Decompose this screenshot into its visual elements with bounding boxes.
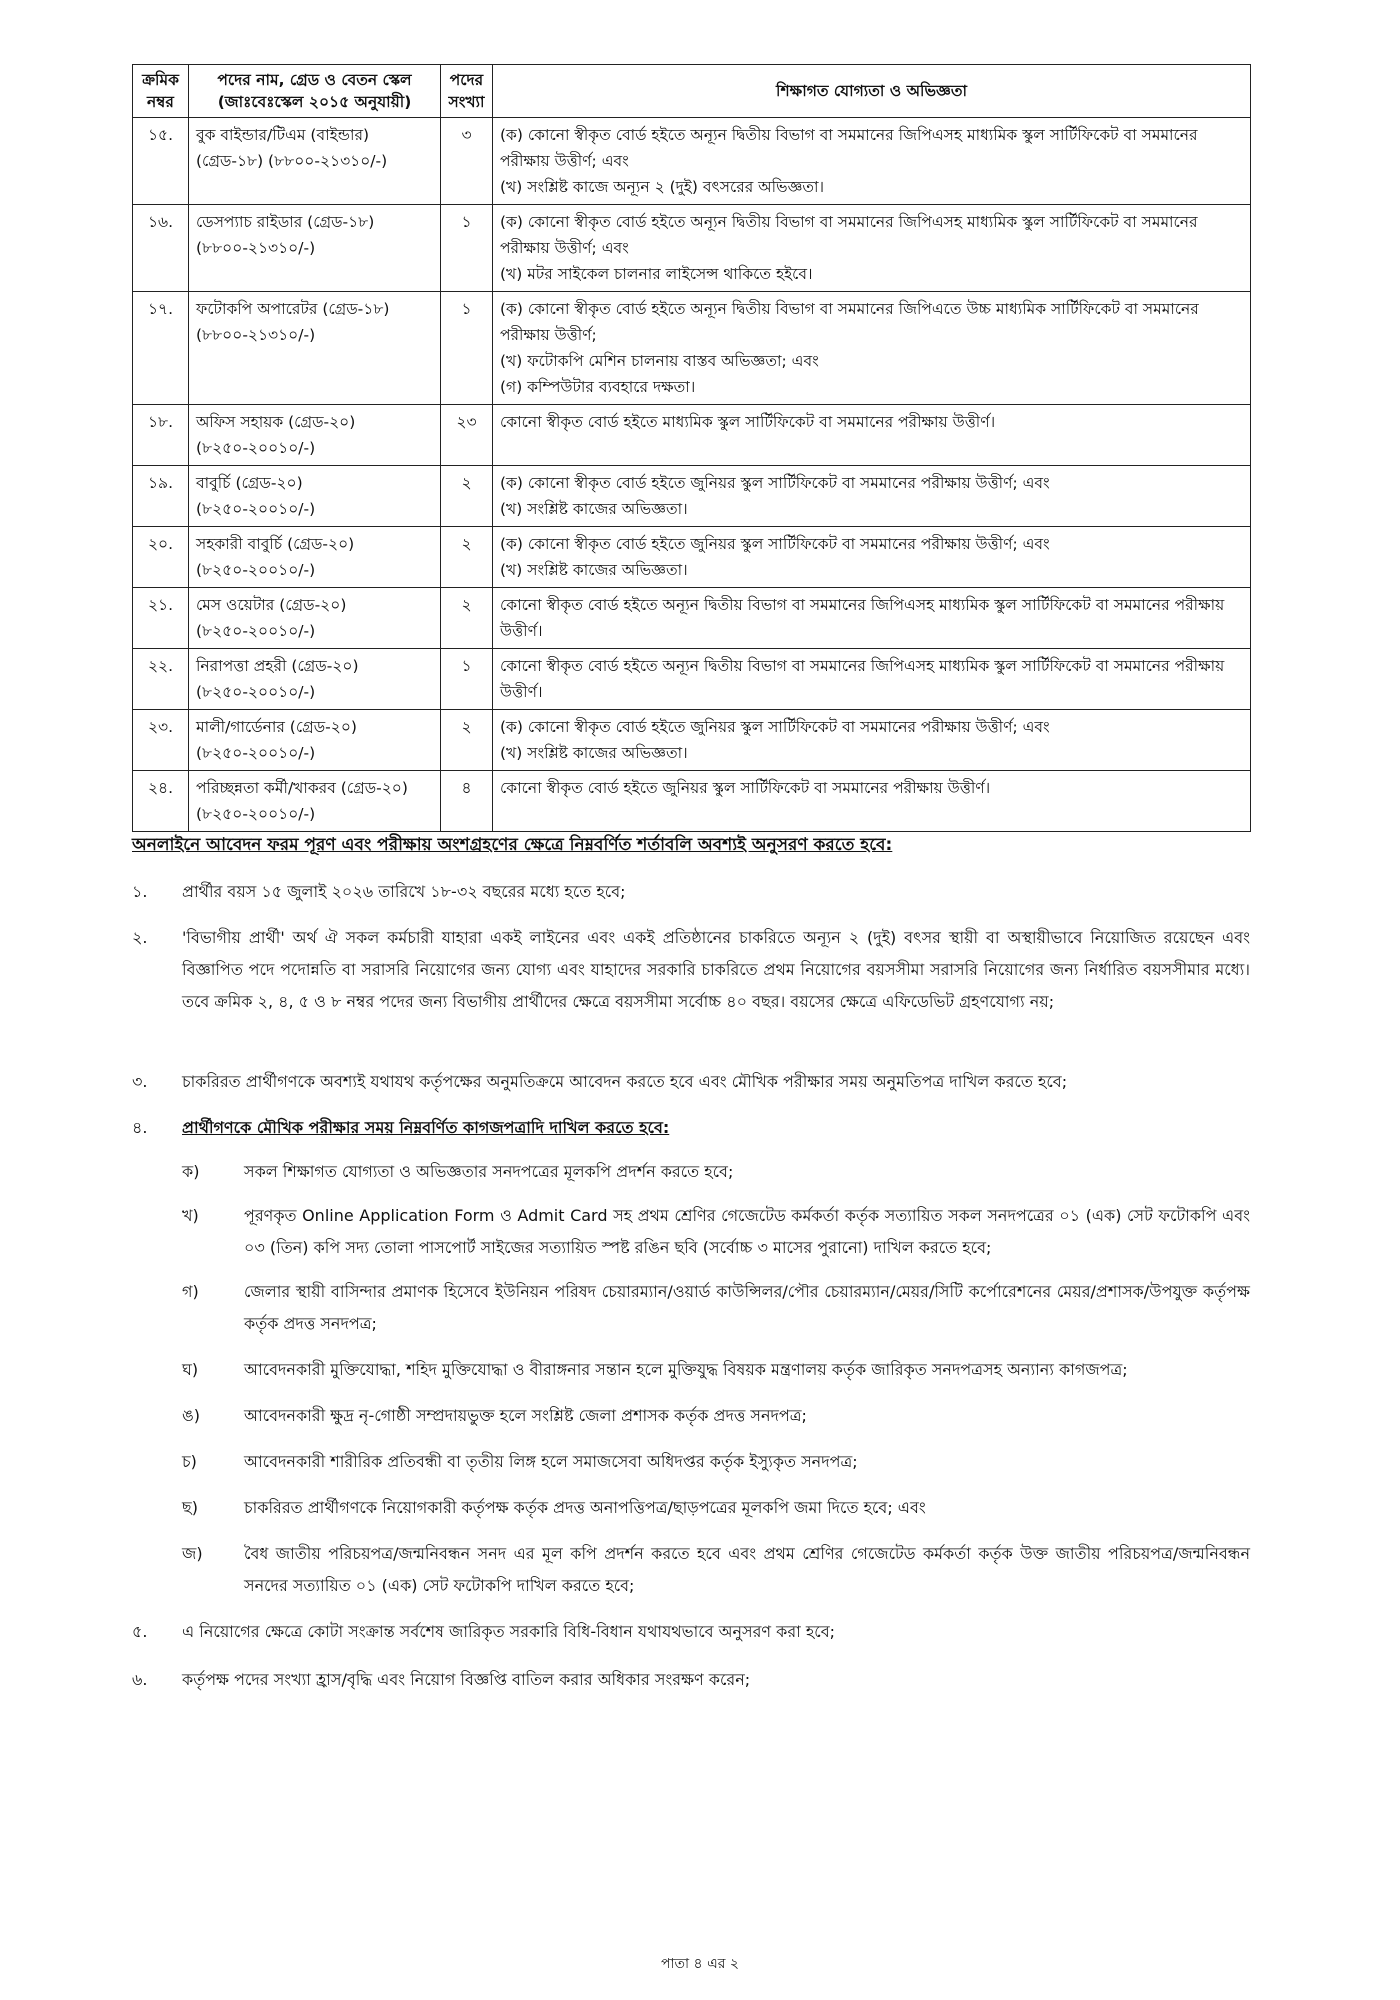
- row-count: ২: [441, 710, 493, 771]
- post-line: (৮২৫০-২০০১০/-): [196, 744, 316, 762]
- row-qualification: [493, 118, 1251, 205]
- qualification-line: (ক) কোনো স্বীকৃত বোর্ড হইতে অন্যূন দ্বিতীয় বিভাগ বা সমমানের জিপিএসহ মাধ্যমিক স্কুল সার্টিফিকেট বা সমমানের পরীক্ষায় উত্তীর্ণ; এবং: [500, 126, 1198, 170]
- table-row: [133, 205, 1251, 292]
- row-serial: ১৫.: [133, 118, 189, 205]
- row-qualification: [493, 588, 1251, 649]
- row-serial: ১৬.: [133, 205, 189, 292]
- row-serial: ১৯.: [133, 466, 189, 527]
- qualification-line: (খ) সংশ্লিষ্ট কাজের অভিজ্ঞতা।: [500, 500, 688, 518]
- header-post: পদের নাম, গ্রেড ও বেতন স্কেল (জাঃবেঃস্কেল ২০১৫ অনুযায়ী): [189, 65, 441, 118]
- document-letter: খ): [182, 1206, 199, 1225]
- post-line: নিরাপত্তা প্রহরী (গ্রেড-২০): [196, 657, 359, 675]
- row-count: ২: [441, 527, 493, 588]
- qualification-line: কোনো স্বীকৃত বোর্ড হইতে অন্যূন দ্বিতীয় বিভাগ বা সমমানের জিপিএসহ মাধ্যমিক স্কুল সার্টিফিকেট বা সমমানের পরীক্ষায় উত্তীর্ণ।: [500, 657, 1225, 701]
- document-letter: ঘ): [182, 1360, 199, 1379]
- row-qualification: [493, 649, 1251, 710]
- row-qualification: [493, 292, 1251, 405]
- qualification-line: কোনো স্বীকৃত বোর্ড হইতে অন্যূন দ্বিতীয় বিভাগ বা সমমানের জিপিএসহ মাধ্যমিক স্কুল সার্টিফিকেট বা সমমানের পরীক্ষায় উত্তীর্ণ।: [500, 596, 1225, 640]
- row-post: [189, 466, 441, 527]
- condition-number: ২.: [132, 928, 148, 947]
- qualification-line: (খ) মটর সাইকেল চালনার লাইসেন্স থাকিতে হইবে।: [500, 265, 813, 283]
- row-count: ২: [441, 588, 493, 649]
- post-line: (৮২৫০-২০০১০/-): [196, 500, 316, 518]
- row-count: ১: [441, 649, 493, 710]
- post-line: ফটোকপি অপারেটর (গ্রেড-১৮): [196, 300, 390, 318]
- qualification-line: (খ) সংশ্লিষ্ট কাজে অন্যূন ২ (দুই) বৎসরের অভিজ্ঞতা।: [500, 178, 825, 196]
- row-serial: ২২.: [133, 649, 189, 710]
- document-text: পূরণকৃত Online Application Form ও Admit Card সহ প্রথম শ্রেণির গেজেটেড কর্মকর্তা কর্তৃক সত্যায়িত সকল সনদপত্রের ০১ (এক) সেট ফটোকপি এবং ০৩ (তিন) কপি সদ্য তোলা পাসপোর্ট সাইজের সত্যায়িত স্পষ্ট রঙিন ছবি (সর্বোচ্চ ৩ মাসের পুরানো) দাখিল করতে হবে;: [244, 1206, 1250, 1257]
- document-text: সকল শিক্ষাগত যোগ্যতা ও অভিজ্ঞতার সনদপত্রের মূলকপি প্রদর্শন করতে হবে;: [244, 1162, 734, 1181]
- qualification-line: (ক) কোনো স্বীকৃত বোর্ড হইতে জুনিয়র স্কুল সার্টিফিকেট বা সমমানের পরীক্ষায় উত্তীর্ণ; এবং: [500, 474, 1050, 492]
- table-row: [133, 118, 1251, 205]
- document-text: চাকরিরত প্রার্থীগণকে নিয়োগকারী কর্তৃপক্ষ কর্তৃক প্রদত্ত অনাপত্তিপত্র/ছাড়পত্রের মূলকপি জমা দিতে হবে; এবং: [244, 1498, 926, 1517]
- post-line: সহকারী বাবুর্চি (গ্রেড-২০): [196, 535, 355, 553]
- table-row: [133, 771, 1251, 832]
- document-text: বৈধ জাতীয় পরিচয়পত্র/জন্মনিবন্ধন সনদ এর মূল কপি প্রদর্শন করতে হবে এবং প্রথম শ্রেণির গেজেটেড কর্মকর্তা কর্তৃক উক্ত জাতীয় পরিচয়পত্র/জন্মনিবন্ধন সনদের সত্যায়িত ০১ (এক) সেট ফটোকপি দাখিল করতে হবে;: [244, 1544, 1250, 1595]
- table-row: [133, 710, 1251, 771]
- document-letter: চ): [182, 1452, 197, 1471]
- qualification-line: (খ) সংশ্লিষ্ট কাজের অভিজ্ঞতা।: [500, 561, 688, 579]
- document-text: আবেদনকারী শারীরিক প্রতিবন্ধী বা তৃতীয় লিঙ্গ হলে সমাজসেবা অধিদপ্তর কর্তৃক ইস্যুকৃত সনদপত্র;: [244, 1452, 858, 1471]
- qualification-line: (ক) কোনো স্বীকৃত বোর্ড হইতে অন্যূন দ্বিতীয় বিভাগ বা সমমানের জিপিএসহ মাধ্যমিক স্কুল সার্টিফিকেট বা সমমানের পরীক্ষায় উত্তীর্ণ; এবং: [500, 213, 1198, 257]
- table-row: [133, 649, 1251, 710]
- qualification-line: (খ) ফটোকপি মেশিন চালনায় বাস্তব অভিজ্ঞতা; এবং: [500, 352, 819, 370]
- document-text: আবেদনকারী ক্ষুদ্র নৃ-গোষ্ঠী সম্প্রদায়ভুক্ত হলে সংশ্লিষ্ট জেলা প্রশাসক কর্তৃক প্রদত্ত সনদপত্র;: [244, 1406, 807, 1425]
- row-qualification: [493, 466, 1251, 527]
- row-serial: ১৭.: [133, 292, 189, 405]
- row-count: ৩: [441, 118, 493, 205]
- row-serial: ২১.: [133, 588, 189, 649]
- conditions-heading: অনলাইনে আবেদন ফরম পূরণ এবং পরীক্ষায় অংশগ্রহণের ক্ষেত্রে নিম্নবর্ণিত শর্তাবলি অবশ্যই অনুসরণ করতে হবে:: [132, 835, 893, 855]
- row-qualification: [493, 710, 1251, 771]
- qualification-line: (ক) কোনো স্বীকৃত বোর্ড হইতে জুনিয়র স্কুল সার্টিফিকেট বা সমমানের পরীক্ষায় উত্তীর্ণ; এবং: [500, 718, 1050, 736]
- post-line: পরিচ্ছন্নতা কর্মী/খাকরব (গ্রেড-২০): [196, 779, 408, 797]
- row-count: ২: [441, 466, 493, 527]
- row-post: [189, 205, 441, 292]
- qualification-line: (গ) কম্পিউটার ব্যবহারে দক্ষতা।: [500, 378, 696, 396]
- condition-text: প্রার্থীর বয়স ১৫ জুলাই ২০২৬ তারিখে ১৮-৩২ বছরের মধ্যে হতে হবে;: [182, 882, 626, 901]
- condition-number: ৫.: [132, 1622, 148, 1641]
- row-qualification: [493, 205, 1251, 292]
- document-letter: জ): [182, 1544, 203, 1563]
- post-line: বাবুর্চি (গ্রেড-২০): [196, 474, 303, 492]
- post-line: মেস ওয়েটার (গ্রেড-২০): [196, 596, 347, 614]
- row-qualification: [493, 527, 1251, 588]
- posts-table: [132, 64, 1251, 832]
- table-row: [133, 466, 1251, 527]
- row-count: ১: [441, 205, 493, 292]
- table-row: [133, 588, 1251, 649]
- qualification-line: (ক) কোনো স্বীকৃত বোর্ড হইতে অন্যূন দ্বিতীয় বিভাগ বা সমমানের জিপিএতে উচ্চ মাধ্যমিক সার্টিফিকেট বা সমমানের পরীক্ষায় উত্তীর্ণ;: [500, 300, 1199, 344]
- row-serial: ২৩.: [133, 710, 189, 771]
- qualification-line: (ক) কোনো স্বীকৃত বোর্ড হইতে জুনিয়র স্কুল সার্টিফিকেট বা সমমানের পরীক্ষায় উত্তীর্ণ; এবং: [500, 535, 1050, 553]
- post-line: (৮২৫০-২০০১০/-): [196, 805, 316, 823]
- post-line: (৮২৫০-২০০১০/-): [196, 561, 316, 579]
- post-line: ডেসপ্যাচ রাইডার (গ্রেড-১৮): [196, 213, 375, 231]
- post-line: (৮৮০০-২১৩১০/-): [196, 326, 316, 344]
- condition-text: প্রার্থীগণকে মৌখিক পরীক্ষার সময় নিম্নবর্ণিত কাগজপত্রাদি দাখিল করতে হবে:: [182, 1118, 670, 1137]
- condition-text: এ নিয়োগের ক্ষেত্রে কোটা সংক্রান্ত সর্বশেষ জারিকৃত সরকারি বিধি-বিধান যথাযথভাবে অনুসরণ করা হবে;: [182, 1622, 836, 1641]
- row-post: [189, 292, 441, 405]
- qualification-line: (খ) সংশ্লিষ্ট কাজের অভিজ্ঞতা।: [500, 744, 688, 762]
- document-letter: ছ): [182, 1498, 198, 1517]
- row-post: [189, 649, 441, 710]
- row-qualification: [493, 405, 1251, 466]
- table-row: [133, 292, 1251, 405]
- row-count: ২৩: [441, 405, 493, 466]
- table-body: [133, 118, 1251, 832]
- condition-number: ৩.: [132, 1072, 148, 1091]
- condition-number: ১.: [132, 882, 148, 901]
- table-row: [133, 527, 1251, 588]
- post-line: (৮৮০০-২১৩১০/-): [196, 239, 316, 257]
- row-post: [189, 771, 441, 832]
- qualification-line: কোনো স্বীকৃত বোর্ড হইতে জুনিয়র স্কুল সার্টিফিকেট বা সমমানের পরীক্ষায় উত্তীর্ণ।: [500, 779, 991, 797]
- post-line: অফিস সহায়ক (গ্রেড-২০): [196, 413, 356, 431]
- condition-text: 'বিভাগীয় প্রার্থী' অর্থ ঐ সকল কর্মচারী যাহারা একই লাইনের এবং একই প্রতিষ্ঠানের চাকরিতে অন্যূন ২ (দুই) বৎসর স্থায়ী বা অস্থায়ীভাবে নিয়োজিত রয়েছেন এবং বিজ্ঞাপিত পদে পদোন্নতি বা সরাসরি নিয়োগের জন্য যোগ্য এবং যাহাদের সরকারি চাকরিতে প্রথম নিয়োগের বয়সসীমা সরাসরি নিয়োগের জন্য নির্ধারিত বয়সসীমার মধ্যে। তবে ক্রমিক ২, ৪, ৫ ও ৮ নম্বর পদের জন্য বিভাগীয় প্রার্থীদের ক্ষেত্রে বয়সসীমা সর্বোচ্চ ৪০ বছর। বয়সের ক্ষেত্রে এফিডেভিট গ্রহণযোগ্য নয়;: [182, 928, 1250, 1011]
- condition-text: কর্তৃপক্ষ পদের সংখ্যা হ্রাস/বৃদ্ধি এবং নিয়োগ বিজ্ঞপ্তি বাতিল করার অধিকার সংরক্ষণ করেন;: [182, 1670, 751, 1689]
- table-row: [133, 405, 1251, 466]
- condition-number: ৬.: [132, 1670, 148, 1689]
- condition-number: ৪.: [132, 1118, 148, 1137]
- document-letter: ক): [182, 1162, 200, 1181]
- post-line: (৮২৫০-২০০১০/-): [196, 622, 316, 640]
- document-text: জেলার স্থায়ী বাসিন্দার প্রমাণক হিসেবে ইউনিয়ন পরিষদ চেয়ারম্যান/ওয়ার্ড কাউন্সিলর/পৌর চেয়ারম্যান/মেয়র/সিটি কর্পোরেশনের মেয়র/প্রশাসক/উপযুক্ত কর্তৃপক্ষ কর্তৃক প্রদত্ত সনদপত্র;: [244, 1282, 1250, 1333]
- row-post: [189, 710, 441, 771]
- row-post: [189, 118, 441, 205]
- condition-text: চাকরিরত প্রার্থীগণকে অবশ্যই যথাযথ কর্তৃপক্ষের অনুমতিক্রমে আবেদন করতে হবে এবং মৌখিক পরীক্ষার সময় অনুমতিপত্র দাখিল করতে হবে;: [182, 1072, 1068, 1091]
- header-count: পদের সংখ্যা: [441, 65, 493, 118]
- row-serial: ১৮.: [133, 405, 189, 466]
- document-letter: ঙ): [182, 1406, 200, 1425]
- post-line: মালী/গার্ডেনার (গ্রেড-২০): [196, 718, 357, 736]
- row-serial: ২৪.: [133, 771, 189, 832]
- qualification-line: কোনো স্বীকৃত বোর্ড হইতে মাধ্যমিক স্কুল সার্টিফিকেট বা সমমানের পরীক্ষায় উত্তীর্ণ।: [500, 413, 996, 431]
- page-number: পাতা ৪ এর ২: [660, 1956, 740, 1972]
- row-qualification: [493, 771, 1251, 832]
- row-post: [189, 527, 441, 588]
- post-line: (গ্রেড-১৮) (৮৮০০-২১৩১০/-): [196, 152, 388, 170]
- post-line: বুক বাইন্ডার/টিএম (বাইন্ডার): [196, 126, 370, 144]
- post-line: (৮২৫০-২০০১০/-): [196, 439, 316, 457]
- row-post: [189, 588, 441, 649]
- row-post: [189, 405, 441, 466]
- header-qualification: শিক্ষাগত যোগ্যতা ও অভিজ্ঞতা: [493, 65, 1251, 118]
- post-line: (৮২৫০-২০০১০/-): [196, 683, 316, 701]
- row-serial: ২০.: [133, 527, 189, 588]
- row-count: ১: [441, 292, 493, 405]
- document-letter: গ): [182, 1282, 199, 1301]
- table-header-row: [133, 65, 1251, 118]
- row-count: ৪: [441, 771, 493, 832]
- header-serial: ক্রমিক নম্বর: [133, 65, 189, 118]
- document-text: আবেদনকারী মুক্তিযোদ্ধা, শহিদ মুক্তিযোদ্ধা ও বীরাঙ্গনার সন্তান হলে মুক্তিযুদ্ধ বিষয়ক মন্ত্রণালয় কর্তৃক জারিকৃত সনদপত্রসহ অন্যান্য কাগজপত্র;: [244, 1360, 1128, 1379]
